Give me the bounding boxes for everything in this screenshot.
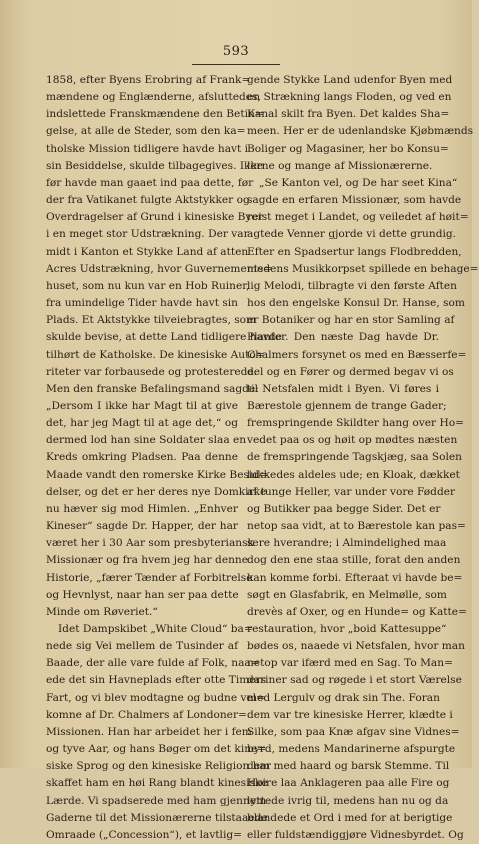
text-line: netop saa vidt, at to Bærestole kan pas=	[247, 520, 466, 533]
text-line: Efter en Spadsertur langs Flodbredden,	[247, 245, 462, 258]
text-line: dem var tre kinesiske Herrer, klædte i	[247, 708, 453, 721]
text-line: skaffet ham en høi Rang blandt kinesiske	[46, 777, 268, 790]
text-line: restauration, hvor „boid Kattesuppe“	[247, 623, 447, 635]
text-line: netop var ifærd med en Sag. To Man=	[247, 657, 453, 670]
text-line: siske Sprog og den kinesiske Religion har	[46, 760, 271, 773]
text-line: reist meget i Landet, og veiledet af høit=	[247, 211, 469, 224]
text-line: midt i Kanton et Stykke Land af atten	[46, 245, 249, 258]
text-line: sagde en erfaren Missionær, som havde	[247, 194, 462, 207]
text-line: til Netsfalen midt i Byen. Vi føres i	[247, 382, 439, 395]
text-line: dog den ene staa stille, forat den anden	[247, 554, 461, 567]
text-line: i en meget stor Udstrækning. Der var	[46, 228, 249, 241]
text-line: nu hæver sig mod Himlen. „Enhver	[46, 502, 238, 515]
text-line: Fart, og vi blev modtagne og budne vel=	[46, 691, 265, 704]
text-line: lig Melodi, tilbragte vi den første Aften	[247, 279, 457, 292]
text-line: Høire laa Anklageren paa alle Fire og	[247, 777, 450, 790]
text-line: Kineser“ sagde Dr. Happer, der har	[46, 520, 238, 533]
text-line: de fremspringende Tagskjæg, saa Solen	[247, 451, 463, 464]
text-line: Gaderne til det Missionærerne tilstaaede	[46, 811, 268, 824]
text-line: lyttede ivrig til, medens han nu og da	[247, 794, 449, 807]
text-line: lerne og mange af Missionærerne.	[247, 159, 433, 172]
text-line: fremspringende Skildter hang over Ho=	[247, 417, 464, 430]
text-line: og Hevnlyst, naar han ser paa dette	[46, 588, 239, 601]
text-line: agtede Venner gjorde vi dette grundig.	[247, 228, 457, 241]
text-line: der fra Vatikanet fulgte Aktstykker og	[46, 194, 250, 207]
text-line: medens Musikkorpset spillede en behage=	[247, 262, 479, 275]
text-line: en Strækning langs Floden, og ved en	[247, 91, 452, 104]
text-line: sere hverandre; i Almindelighed maa	[247, 537, 447, 550]
text-line: blandede et Ord i med for at berigtige	[247, 811, 453, 824]
text-line: Missionen. Han har arbeidet her i fem	[46, 725, 252, 738]
page-number: 593	[222, 44, 250, 59]
text-line: Maade vandt den romerske Kirke Besid=	[46, 468, 268, 481]
text-line: skulde bevise, at dette Land tidligere havde	[46, 331, 282, 344]
text-line: „Dersom I ikke har Magt til at give	[46, 399, 238, 412]
text-line: Historie, „færer Tænder af Forbitrelse	[46, 571, 253, 584]
text-line: Planter. Den næste Dag havde Dr.	[247, 331, 439, 344]
left-text-column	[46, 72, 282, 844]
text-line: meen. Her er de udenlandske Kjøbmænds	[247, 125, 474, 138]
text-line: Lærde. Vi spadserede med ham gjennem	[46, 794, 267, 807]
text-line: dem med haard og barsk Stemme. Til	[247, 760, 450, 773]
text-line: ede det sin Havneplads efter otte Timers	[46, 674, 267, 687]
text-line: Men den franske Befalingsmand sagde:	[46, 382, 259, 395]
text-line: før havde man gaaet ind paa dette, før	[46, 176, 254, 189]
text-line: Missionær og fra hvem jeg har denne	[46, 554, 249, 567]
right-text-column	[247, 72, 479, 844]
text-line: riteter var forbausede og protesterede.	[46, 365, 258, 378]
text-line: tilhørt de Katholske. De kinesiske Auto=	[46, 348, 265, 361]
text-line: tholske Mission tidligere havde havt i	[46, 142, 249, 155]
text-line: mændene og Englænderne, afsluttedes,	[46, 91, 261, 104]
text-line: dermed lod han sine Soldater slaa en	[46, 434, 247, 447]
text-line: Omraade („Concession“), et lavtlig=	[46, 828, 242, 841]
column-gutter	[241, 72, 242, 742]
text-line: del og en Fører og dermed begav vi os	[247, 365, 454, 378]
text-line: lukkedes aldeles ude; en Kloak, dækket	[247, 468, 460, 481]
text-line: Boliger og Magasiner, her bo Konsu=	[247, 142, 449, 155]
text-line: byrd, medens Mandarinerne afspurgte	[247, 743, 456, 756]
text-line: „Se Kanton vel, og De har seet Kina“	[259, 176, 458, 189]
text-line: Kanal skilt fra Byen. Det kaldes Sha=	[247, 108, 450, 121]
text-line: Acres Udstrækning, hvor Guvernements=	[46, 262, 273, 275]
text-line: dariner sad og røgede i et stort Værelse	[247, 674, 462, 687]
text-line: vedet paa os og høit op mødtes næsten	[247, 434, 458, 447]
header-rule	[192, 64, 280, 65]
text-line: Plads. Et Aktstykke tilveiebragtes, som	[46, 314, 257, 327]
text-line: af tunge Heller, var under vore Fødder	[247, 485, 456, 498]
text-line: og Butikker paa begge Sider. Det er	[247, 502, 441, 515]
text-line: 1858, efter Byens Erobring af Frank=	[46, 74, 251, 86]
text-line: Chalmers forsynet os med en Bæsserfe=	[247, 348, 467, 361]
text-line: med Lergulv og drak sin The. Foran	[247, 691, 440, 704]
text-line: drevès af Oxer, og en Hunde= og Katte=	[247, 605, 467, 618]
text-line: delser, og det er her deres nye Domkirke	[46, 485, 267, 498]
text-line: Silke, som paa Knæ afgav sine Vidnes=	[247, 725, 460, 738]
text-line: eller fuldstændiggjøre Vidnesbyrdet. Og	[247, 828, 464, 841]
text-line: Bærestole gjennem de trange Gader;	[247, 399, 447, 412]
text-line: nede sig Vei mellem de Tusinder af	[46, 640, 238, 653]
text-line: indslettede Franskmændene den Betin=	[46, 108, 264, 121]
text-line: fra umindelige Tider havde havt sin	[46, 297, 238, 310]
text-line: gende Stykke Land udenfor Byen med	[247, 74, 453, 86]
text-line: huset, som nu kun var en Hob Ruiner,	[46, 279, 250, 292]
text-line: det, har jeg Magt til at age det,“ og	[46, 417, 238, 430]
text-line: sin Besiddelse, skulde tilbagegives. Ikke	[46, 159, 264, 172]
text-line: Baade, der alle vare fulde af Folk, naa=	[46, 657, 260, 670]
text-line: Kreds omkring Pladsen. Paa denne	[46, 451, 238, 464]
text-line: hos den engelske Konsul Dr. Hanse, som	[247, 297, 465, 310]
text-line: kan komme forbi. Efteraat vi havde be=	[247, 571, 463, 584]
text-line: gelse, at alle de Steder, som den ka=	[46, 125, 246, 138]
text-line: Overdragelser af Grund i kinesiske Byer	[46, 211, 263, 224]
text-line: og tyve Aar, og hans Bøger om det kine=	[46, 743, 267, 756]
text-line: søgt en Glasfabrik, en Melmølle, som	[247, 588, 447, 601]
text-line: Idet Dampskibet „White Cloud“ ba=	[58, 623, 253, 635]
text-line: er Botaniker og har en stor Samling af	[247, 314, 455, 327]
text-line: bødes os, naaede vi Netsfalen, hvor man	[247, 640, 465, 653]
text-line: Minde om Røveriet.“	[46, 605, 158, 618]
text-line: været her i 30 Aar som presbyteriansk	[46, 537, 254, 550]
text-line: komne af Dr. Chalmers af Londoner=	[46, 708, 247, 721]
